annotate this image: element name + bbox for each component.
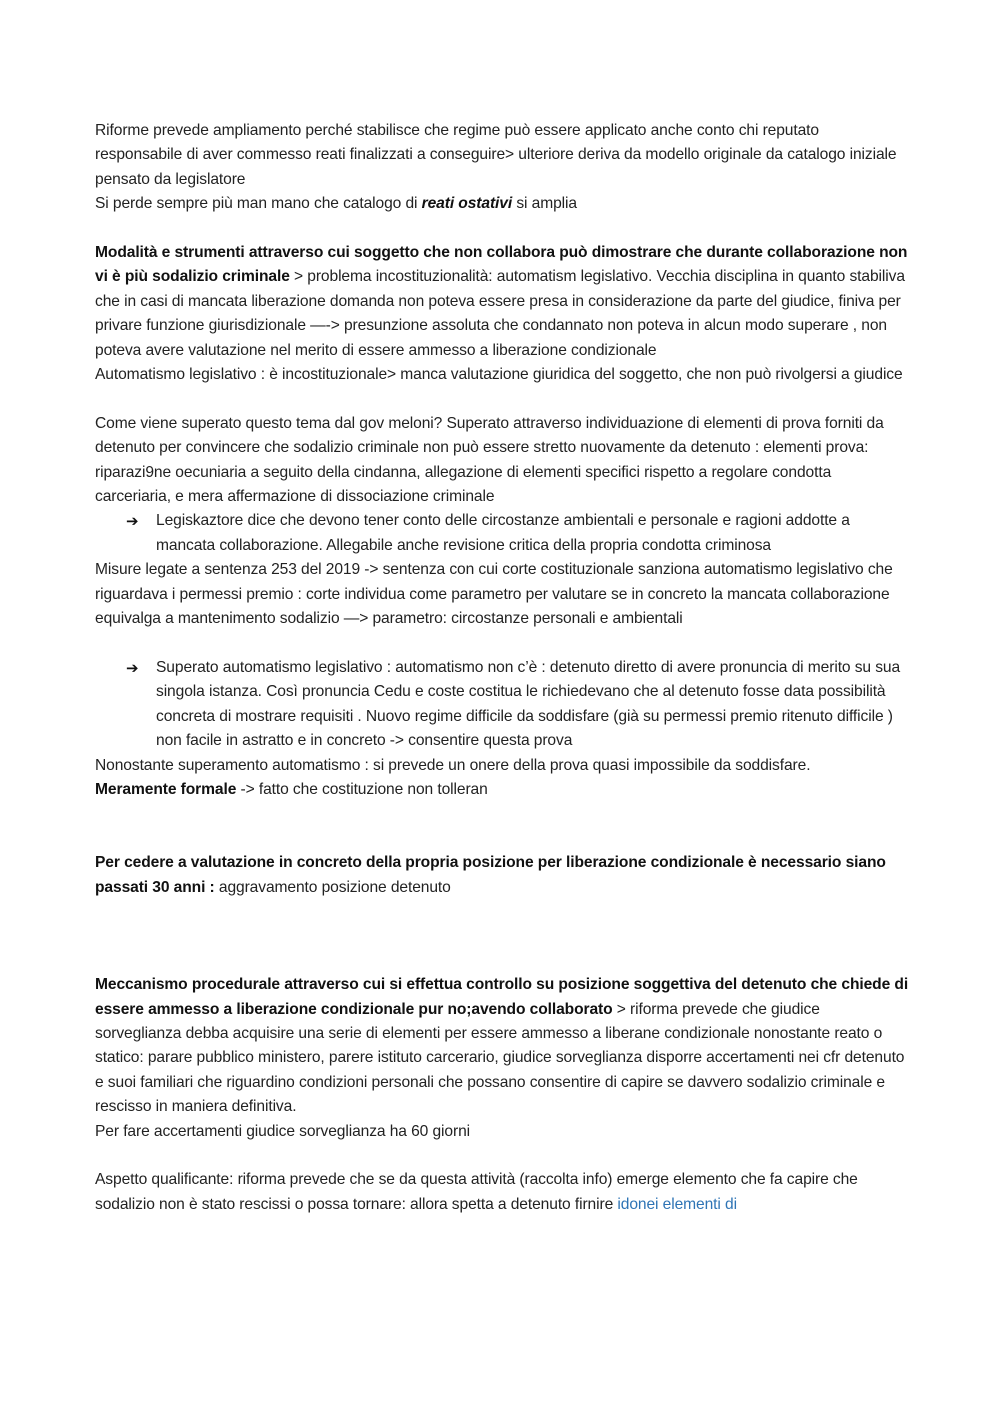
paragraph-sentenza-253: Misure legate a sentenza 253 del 2019 -> sentenza con cui corte costituzionale sanziona automatismo legislativo che riguardava i permessi premio : corte individua come parametro per valutare se in concreto la mancata collaborazione equivalga a mantenimento sodalizio —> parametro: circostanze personali e ambientali <box>95 561 893 628</box>
text: -> fatto che costituzione non tolleran <box>236 780 488 798</box>
text: aggravamento posizione detenuto <box>214 878 451 896</box>
bullet-item-superato <box>95 656 910 754</box>
paragraph-aspetto-qualificante <box>95 1168 910 1217</box>
arrow-right-icon: ➔ <box>126 658 139 677</box>
paragraph-nonostante: Nonostante superamento automatismo : si prevede un onere della prova quasi impossibile da soddisfare. <box>95 756 811 774</box>
paragraph-60-giorni: Per fare accertamenti giudice sorveglianza ha 60 giorni <box>95 1122 471 1140</box>
paragraph-meccanismo <box>95 973 910 1119</box>
heading-30-anni: Per cedere a valutazione in concreto della propria posizione per liberazione condizionale è necessario siano passati 30 anni : <box>95 854 886 896</box>
paragraph-meramente-formale <box>95 778 910 802</box>
bullet-text: Legiskaztore dice che devono tener conto delle circostanze ambientali e personale e ragioni addotte a mancata collaborazione. Allegabile anche revisione critica della propria condotta criminosa <box>156 512 850 554</box>
paragraph-modalita <box>95 241 910 363</box>
paragraph-gov-meloni: Come viene superato questo tema dal gov meloni? Superato attraverso individuazione di elementi di prova forniti da detenuto per convincere che sodalizio criminale non può essere stretto nuovamente da detenuto : elementi prova: riparazi9ne oecuniaria a seguito della cindanna, allegazione di elementi specifici rispetto a regolare condotta carceriaria, e mera affermazione di dissociazione criminale <box>95 414 884 506</box>
link-idonei-elementi[interactable]: idonei elementi di <box>617 1195 737 1213</box>
paragraph-30-anni <box>95 851 910 900</box>
document-page <box>95 119 910 1217</box>
emphasis-reati-ostativi: reati ostativi <box>421 195 513 213</box>
bold-meramente-formale: Meramente formale <box>95 780 237 798</box>
bullet-item-legislatore <box>95 509 910 558</box>
text: > riforma prevede che giudice sorveglianza debba acquisire una serie di elementi per essere ammesso a liberane condizionale nonostante reato o statico: parare pubblico ministero, parere istituto carcerario, giudice sorveglianza disporre accertamenti nei cfr detenuto e suoi familiari che riguardino condizioni personali che possano consentire di capire se davvero sodalizio criminale e rescisso in maniera definitiva. <box>95 1000 905 1116</box>
text: Aspetto qualificante: riforma prevede che se da questa attività (raccolta info) emerge elemento che fa capire che sodalizio non è stato rescissi o possa tornare: allora spetta a detenuto firnire <box>95 1171 858 1213</box>
text: Si perde sempre più man mano che catalogo di <box>95 195 422 213</box>
heading-meccanismo: Meccanismo procedurale attraverso cui si effettua controllo su posizione soggettiva del detenuto che chiede di essere ammesso a liberazione condizionale pur no;avendo collaborato <box>95 976 909 1018</box>
paragraph-riforme: Riforme prevede ampliamento perché stabilisce che regime può essere applicato anche conto chi reputato responsabile di aver commesso reati finalizzati a conseguire> ulteriore deriva da modello originale da catalogo iniziale pensato da legislatore <box>95 122 897 188</box>
bullet-text: Superato automatismo legislativo : automatismo non c’è : detenuto diretto di avere pronuncia di merito su sua singola istanza. Così pronuncia Cedu e coste costitua le richiedevano che al detenuto fosse data possibilità concreta di mostrare requisiti . Nuovo regime difficile da soddisfare (già su permessi premio ritenuto difficile ) non facile in astratto e in concreto -> consentire questa prova <box>156 658 901 750</box>
text: si amplia <box>512 195 577 213</box>
paragraph-reati-ostativi <box>95 192 910 216</box>
text: > problema incostituzionalità: automatism legislativo. Vecchia disciplina in quanto stabiliva che in casi di mancata liberazione domanda non poteva essere presa in considerazione da parte del giudice, finiva per privare funzione giurisdizionale —-> presunzione assoluta che condannato non poteva in alcun modo superare , non poteva avere valutazione nel merito di essere ammesso a liberazione condizionale <box>95 268 905 359</box>
heading-modalita: Modalità e strumenti attraverso cui soggetto che non collabora può dimostrare che durante collaborazione non vi è più sodalizio criminale <box>95 244 908 286</box>
arrow-right-icon: ➔ <box>126 512 139 531</box>
paragraph-automatismo: Automatismo legislativo : è incostituzionale> manca valutazione giuridica del soggetto, che non può rivolgersi a giudice <box>95 366 903 384</box>
